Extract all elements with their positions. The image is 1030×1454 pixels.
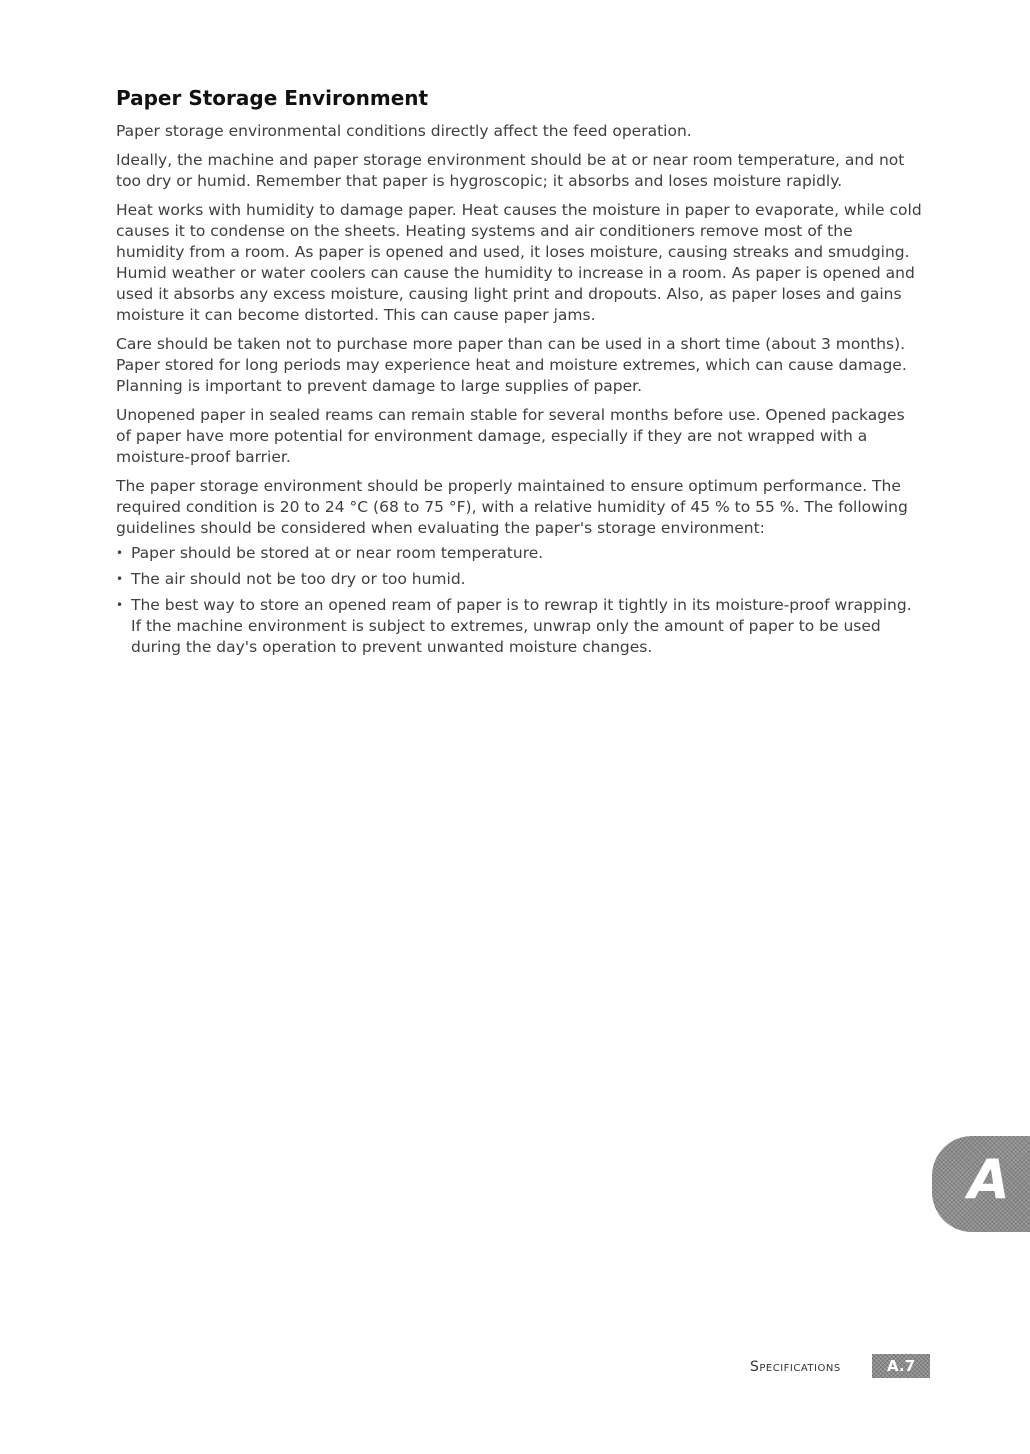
page-content bbox=[116, 86, 924, 663]
paragraph-unopened-paper: Unopened paper in sealed reams can remain stable for several months before use. Opened packages of paper have more potential for environment damage, especially if they are not wrapped with a moisture-proof barrier. bbox=[116, 406, 905, 466]
guidelines-list bbox=[116, 543, 924, 658]
list-item-text: The best way to store an opened ream of paper is to rewrap it tightly in its moisture-proof wrapping. If the machine environment is subject to extremes, unwrap only the amount of paper to be used during the day's operation to prevent unwanted moisture changes. bbox=[131, 596, 912, 656]
paragraph-storage-requirements: The paper storage environment should be properly maintained to ensure optimum performance. The required condition is 20 to 24 °C (68 to 75 °F), with a relative humidity of 45 % to 55 %. The following guidelines should be considered when evaluating the paper's storage environment: bbox=[116, 477, 908, 537]
bullet-icon: • bbox=[116, 572, 124, 586]
list-item-text: Paper should be stored at or near room temperature. bbox=[131, 544, 544, 562]
list-item bbox=[116, 569, 924, 590]
list-item-text: The air should not be too dry or too humid. bbox=[131, 570, 466, 588]
paragraph-heat-humidity: Heat works with humidity to damage paper. Heat causes the moisture in paper to evaporate, while cold causes it to condense on the sheets. Heating systems and air conditioners remove most of the humidity from a room. As paper is opened and used, it loses moisture, causing streaks and smudging. Humid weather or water coolers can cause the humidity to increase in a room. As paper is opened and used it absorbs any excess moisture, causing light print and dropouts. Also, as paper loses and gains moisture it can become distorted. This can cause paper jams. bbox=[116, 201, 922, 324]
paragraph-intro: Paper storage environmental conditions directly affect the feed operation. bbox=[116, 122, 692, 140]
paragraph-ideal-conditions: Ideally, the machine and paper storage environment should be at or near room temperature, and not too dry or humid. Remember that paper is hygroscopic; it absorbs and loses moisture rapidly. bbox=[116, 151, 905, 190]
section-heading: Paper Storage Environment bbox=[116, 86, 429, 110]
list-item bbox=[116, 595, 924, 658]
page-number-badge: A.7 bbox=[872, 1354, 930, 1378]
bullet-icon: • bbox=[116, 598, 124, 612]
paragraph-purchase-care: Care should be taken not to purchase more paper than can be used in a short time (about 3 months). Paper stored for long periods may experience heat and moisture extremes, which can cause damage. Planning is important to prevent damage to large supplies of paper. bbox=[116, 335, 907, 395]
footer-section-title: Specifications bbox=[750, 1359, 841, 1375]
list-item bbox=[116, 543, 924, 564]
bullet-icon: • bbox=[116, 546, 124, 560]
chapter-letter: A bbox=[968, 1148, 1010, 1211]
